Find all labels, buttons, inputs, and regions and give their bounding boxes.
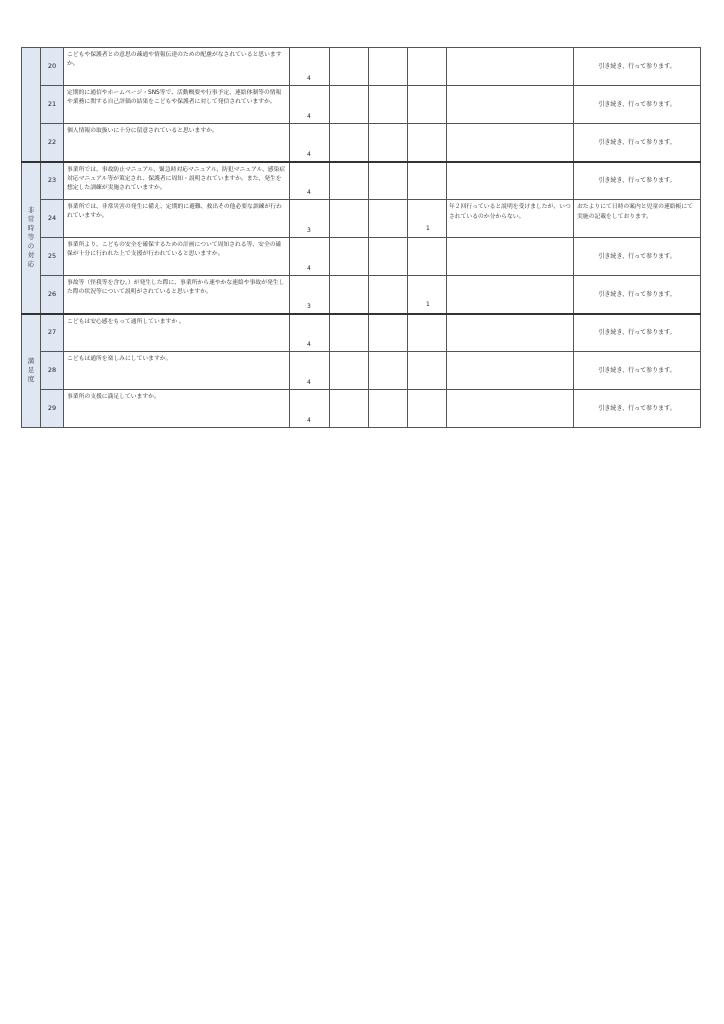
question-text: こどもや保護者との意思の疎通や情報伝達のための配慮がなされていると思いますか。 [64, 48, 290, 86]
count-unknown [408, 86, 447, 124]
count-no [369, 238, 408, 276]
row-number: 26 [41, 276, 64, 314]
question-text: 事業所の支援に満足していますか。 [64, 390, 290, 428]
count-no [369, 124, 408, 162]
count-unknown [408, 314, 447, 352]
table-row [22, 48, 701, 86]
count-somewhat [330, 390, 369, 428]
count-yes: 3 [290, 276, 330, 314]
count-yes: 4 [290, 390, 330, 428]
table-row [22, 238, 701, 276]
table-row [22, 390, 701, 428]
count-no [369, 276, 408, 314]
count-somewhat [330, 238, 369, 276]
table-row [22, 314, 701, 352]
table-row [22, 124, 701, 162]
row-number: 27 [41, 314, 64, 352]
question-text: こどもは通所を楽しみにしていますか。 [64, 352, 290, 390]
count-yes: 4 [290, 86, 330, 124]
count-somewhat [330, 124, 369, 162]
guardian-comment [447, 238, 574, 276]
guardian-comment [447, 352, 574, 390]
row-number: 29 [41, 390, 64, 428]
question-text: 事業所より、こどもの安全を確保するための計画について周知される等、安全の確保が十分に行われた上で支援が行われていると思いますか。 [64, 238, 290, 276]
facility-response: 引き続き、行って参ります。 [574, 86, 701, 124]
table-row [22, 162, 701, 200]
count-yes: 3 [290, 200, 330, 238]
count-somewhat [330, 86, 369, 124]
evaluation-table [21, 47, 701, 428]
guardian-comment [447, 276, 574, 314]
count-no [369, 200, 408, 238]
guardian-comment: 年２回行っていると説明を受けましたが、いつされているのか分からない。 [447, 200, 574, 238]
count-unknown [408, 48, 447, 86]
guardian-comment [447, 124, 574, 162]
count-yes: 4 [290, 48, 330, 86]
count-no [369, 86, 408, 124]
guardian-comment [447, 48, 574, 86]
row-number: 28 [41, 352, 64, 390]
facility-response: おたよりにて日時の案内と児童の連絡帳にて実施の記載をしております。 [574, 200, 701, 238]
count-no [369, 352, 408, 390]
table-row [22, 200, 701, 238]
question-text: 定期的に通信やホームページ・SNS等で、活動概要や行事予定、連絡体制等の情報や業務に関する自己評価の結果をこどもや保護者に対して発信されていますか。 [64, 86, 290, 124]
count-yes: 4 [290, 124, 330, 162]
count-yes: 4 [290, 162, 330, 200]
facility-response: 引き続き、行って参ります。 [574, 390, 701, 428]
facility-response: 引き続き、行って参ります。 [574, 162, 701, 200]
count-unknown [408, 162, 447, 200]
count-yes: 4 [290, 352, 330, 390]
guardian-comment [447, 86, 574, 124]
guardian-comment [447, 162, 574, 200]
row-number: 21 [41, 86, 64, 124]
count-no [369, 48, 408, 86]
question-text: 個人情報の取扱いに十分に留意されていると思いますか。 [64, 124, 290, 162]
facility-response: 引き続き、行って参ります。 [574, 276, 701, 314]
count-unknown [408, 238, 447, 276]
question-text: 事業所では、事故防止マニュアル、緊急時対応マニュアル、防犯マニュアル、感染症対応マニュアル等が策定され、保護者に周知・説明されていますか。また、発生を想定した訓練が実施されていますか。 [64, 162, 290, 200]
count-somewhat [330, 276, 369, 314]
row-number: 24 [41, 200, 64, 238]
count-unknown: 1 [408, 276, 447, 314]
facility-response: 引き続き、行って参ります。 [574, 352, 701, 390]
row-number: 22 [41, 124, 64, 162]
count-unknown: 1 [408, 200, 447, 238]
facility-response: 引き続き、行って参ります。 [574, 314, 701, 352]
count-no [369, 390, 408, 428]
row-number: 25 [41, 238, 64, 276]
count-somewhat [330, 200, 369, 238]
count-somewhat [330, 314, 369, 352]
count-unknown [408, 390, 447, 428]
question-text: こどもは安心感をもって通所していますか 。 [64, 314, 290, 352]
count-no [369, 314, 408, 352]
row-number: 20 [41, 48, 64, 86]
category-cell-blank [22, 48, 41, 162]
facility-response: 引き続き、行って参ります。 [574, 124, 701, 162]
facility-response: 引き続き、行って参ります。 [574, 238, 701, 276]
table-row [22, 276, 701, 314]
count-unknown [408, 124, 447, 162]
facility-response: 引き続き、行って参ります。 [574, 48, 701, 86]
count-unknown [408, 352, 447, 390]
count-somewhat [330, 162, 369, 200]
table-row [22, 86, 701, 124]
guardian-comment [447, 314, 574, 352]
count-yes: 4 [290, 314, 330, 352]
table-row [22, 352, 701, 390]
guardian-comment [447, 390, 574, 428]
category-satisfaction: 満足度 [22, 314, 41, 428]
count-no [369, 162, 408, 200]
category-emergency: 非常時等の対応 [22, 162, 41, 314]
evaluation-sheet [21, 47, 700, 428]
question-text: 事故等（怪我等を含む。）が発生した際に、事業所から速やかな連絡や事故が発生した際の状況等について説明がされていると思いますか。 [64, 276, 290, 314]
count-yes: 4 [290, 238, 330, 276]
count-somewhat [330, 352, 369, 390]
row-number: 23 [41, 162, 64, 200]
question-text: 事業所では、非常災害の発生に備え、定期的に避難、救出その他必要な訓練が行われていますか。 [64, 200, 290, 238]
count-somewhat [330, 48, 369, 86]
